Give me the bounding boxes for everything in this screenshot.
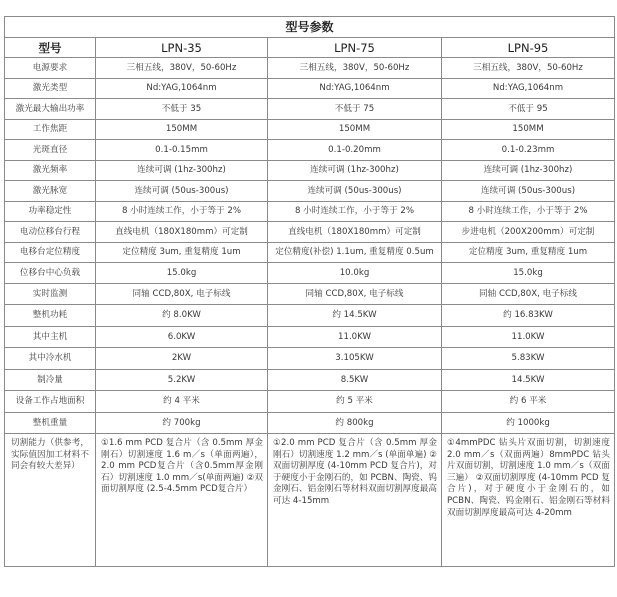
row-value: 约 16.83KW	[442, 305, 615, 327]
row-value: 约 4 平米	[96, 391, 268, 413]
row-value: 150MM	[442, 119, 615, 140]
row-value: 6.0KW	[96, 326, 268, 348]
row-value: Nd:YAG,1064nm	[442, 78, 615, 99]
row-value: 连续可调 (50us-300us)	[442, 181, 615, 202]
row-label: 激光频率	[5, 160, 96, 181]
row-value: 同轴 CCD,80X, 电子标线	[442, 283, 615, 305]
row-value: 150MM	[268, 119, 442, 140]
table-row	[5, 222, 615, 243]
row-value: 0.1-0.20mm	[268, 140, 442, 161]
cutting-capability-value: ①4mmPDC 钻头片双面切割，切割速度 2.0 mm／s（双面两遍）8mmPDC 钻头片双面切割，切割速度 1.0 mm／s（双面三遍） ②双面切割厚度 (4-10mm PCD 复合片)，对于硬度小于金刚石的，如 PCBN、陶瓷、钨金刚石、铝金刚石等材料双面切割厚度最高可达 4-20mm	[442, 434, 615, 567]
row-label: 激光最大输出功率	[5, 99, 96, 120]
model-header-lpn-95: LPN-95	[442, 38, 615, 58]
row-value: 14.5KW	[442, 369, 615, 391]
row-value: 150MM	[96, 119, 268, 140]
row-value: 同轴 CCD,80X, 电子标线	[96, 283, 268, 305]
row-value: 三相五线，380V，50-60Hz	[268, 58, 442, 79]
row-label: 实时监测	[5, 283, 96, 305]
row-value: 8 小时连续工作，小于等于 2%	[96, 201, 268, 222]
row-label: 电动位移台行程	[5, 222, 96, 243]
row-value: 3.105KW	[268, 348, 442, 370]
row-value: 10.0kg	[268, 263, 442, 284]
table-row	[5, 58, 615, 79]
table-row	[5, 99, 615, 120]
table-row	[5, 263, 615, 284]
row-value: 约 6 平米	[442, 391, 615, 413]
cutting-capability-value: ①1.6 mm PCD 复合片（含 0.5mm 厚金刚石）切割速度 1.6 m／s（单面两遍），2.0 mm PCD复合片（含0.5mm厚金刚石）切割速度 1.0 mm／s(单面两遍) ②双面切割厚度 (2.5-4.5mm PCD复合片）	[96, 434, 268, 567]
row-value: 定位精度 3um, 重复精度 1um	[442, 242, 615, 263]
table-row	[5, 119, 615, 140]
row-value: 定位精度(补偿) 1.1um, 重复精度 0.5um	[268, 242, 442, 263]
row-value: Nd:YAG,1064nm	[96, 78, 268, 99]
row-value: 三相五线，380V，50-60Hz	[96, 58, 268, 79]
row-value: 直线电机（180X180mm）可定制	[96, 222, 268, 243]
row-value: 5.2KW	[96, 369, 268, 391]
row-value: 连续可调 (1hz-300hz)	[96, 160, 268, 181]
row-value: 连续可调 (50us-300us)	[96, 181, 268, 202]
row-label: 工作焦距	[5, 119, 96, 140]
row-value: 连续可调 (50us-300us)	[268, 181, 442, 202]
row-label: 电移台定位精度	[5, 242, 96, 263]
table-row	[5, 369, 615, 391]
table-row	[5, 391, 615, 413]
row-label: 位移台中心负载	[5, 263, 96, 284]
row-value: 0.1-0.15mm	[96, 140, 268, 161]
row-label: 激光类型	[5, 78, 96, 99]
row-value: 同轴 CCD,80X, 电子标线	[268, 283, 442, 305]
row-value: 不低于 75	[268, 99, 442, 120]
row-value: 约 8.0KW	[96, 305, 268, 327]
row-label: 光斑直径	[5, 140, 96, 161]
row-value: 定位精度 3um, 重复精度 1um	[96, 242, 268, 263]
row-value: 8.5KW	[268, 369, 442, 391]
table-title: 型号参数	[5, 17, 615, 38]
table-title-row	[5, 17, 615, 38]
row-label: 其中主机	[5, 326, 96, 348]
table-row	[5, 348, 615, 370]
row-value: Nd:YAG,1064nm	[268, 78, 442, 99]
table-row	[5, 78, 615, 99]
row-label: 功率稳定性	[5, 201, 96, 222]
row-label: 激光脉宽	[5, 181, 96, 202]
row-value: 2KW	[96, 348, 268, 370]
row-value: 约 700kg	[96, 412, 268, 434]
table-row	[5, 412, 615, 434]
row-value: 5.83KW	[442, 348, 615, 370]
spec-sheet	[4, 16, 614, 567]
row-value: 约 800kg	[268, 412, 442, 434]
row-value: 11.0KW	[442, 326, 615, 348]
row-value: 步进电机（200X200mm）可定制	[442, 222, 615, 243]
row-value: 不低于 95	[442, 99, 615, 120]
row-value: 约 1000kg	[442, 412, 615, 434]
row-value: 8 小时连续工作，小于等于 2%	[268, 201, 442, 222]
row-label: 整机功耗	[5, 305, 96, 327]
table-row	[5, 201, 615, 222]
row-label: 其中冷水机	[5, 348, 96, 370]
model-column-header: 型号	[5, 38, 96, 58]
row-value: 11.0KW	[268, 326, 442, 348]
row-value: 15.0kg	[96, 263, 268, 284]
row-value: 连续可调 (1hz-300hz)	[442, 160, 615, 181]
row-label: 制冷量	[5, 369, 96, 391]
row-value: 连续可调 (1hz-300hz)	[268, 160, 442, 181]
row-label: 设备工作占地面积	[5, 391, 96, 413]
cutting-capability-label: 切割能力（供参考，实际值因加工材料不同会有较大差异）	[5, 434, 96, 567]
row-label: 整机重量	[5, 412, 96, 434]
row-value: 15.0kg	[442, 263, 615, 284]
table-row	[5, 160, 615, 181]
model-header-lpn-35: LPN-35	[96, 38, 268, 58]
table-row	[5, 305, 615, 327]
row-value: 约 5 平米	[268, 391, 442, 413]
row-value: 三相五线，380V，50-60Hz	[442, 58, 615, 79]
spec-table	[4, 16, 615, 567]
table-row	[5, 140, 615, 161]
header-row	[5, 38, 615, 58]
table-row	[5, 242, 615, 263]
row-value: 不低于 35	[96, 99, 268, 120]
cutting-capability-row	[5, 434, 615, 567]
table-row	[5, 283, 615, 305]
table-row	[5, 181, 615, 202]
row-value: 0.1-0.23mm	[442, 140, 615, 161]
model-header-lpn-75: LPN-75	[268, 38, 442, 58]
row-value: 8 小时连续工作，小于等于 2%	[442, 201, 615, 222]
cutting-capability-value: ①2.0 mm PCD 复合片（含 0.5mm 厚金刚石）切割速度 1.2 mm／s (单面单遍) ②双面切割厚度 (4-10mm PCD 复合片)，对于硬度小于金刚石的，如 PCBN、陶瓷、钨金刚石、铝金刚石等材料双面切割厚度最高可达 4-15mm	[268, 434, 442, 567]
table-row	[5, 326, 615, 348]
row-value: 直线电机（180X180mm）可定制	[268, 222, 442, 243]
row-value: 约 14.5KW	[268, 305, 442, 327]
row-label: 电源要求	[5, 58, 96, 79]
